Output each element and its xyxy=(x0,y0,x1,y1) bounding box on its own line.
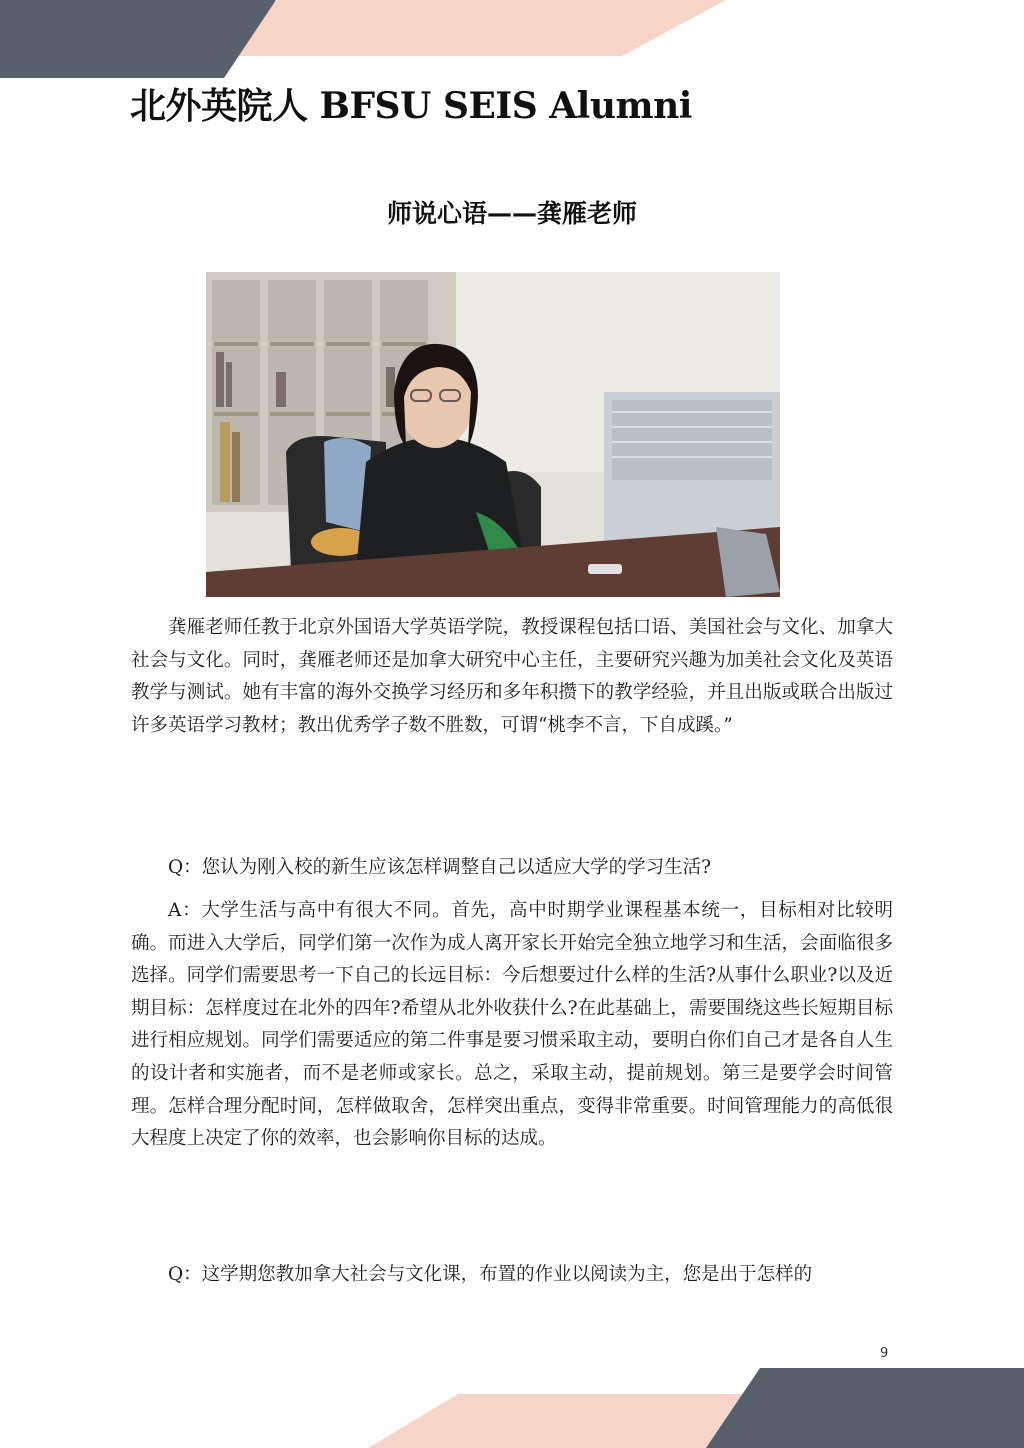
bottom-slate-band xyxy=(706,1368,1024,1448)
top-decoration xyxy=(0,0,1024,80)
page-number: 9 xyxy=(880,1346,889,1361)
article-title: 师说心语——龚雁老师 xyxy=(386,199,637,228)
top-slate-band xyxy=(0,0,276,78)
question-1: Q：您认为刚入校的新生应该怎样调整自己以适应大学的学习生活? xyxy=(168,857,712,878)
intro-paragraph: 龚雁老师任教于北京外国语大学英语学院，教授课程包括口语、美国社会与文化、加拿大社会与文化。同时，龚雁老师还是加拿大研究中心主任，主要研究兴趣为加美社会文化及英语教学与测试。她有丰富的海外交换学习经历和多年积攒下的教学经验，并且出版或联合出版过许多英语学习教材；教出优秀学子数不胜数，可谓“桃李不言，下自成蹊。” xyxy=(131,617,893,736)
page-header-title: 北外英院人 BFSU SEIS Alumni xyxy=(130,85,692,127)
answer-1: A：大学生活与高中有很大不同。首先，高中时期学业课程基本统一，目标相对比较明确。而进入大学后，同学们第一次作为成人离开家长开始完全独立地学习和生活，会面临很多选择。同学们需要思考一下自己的长远目标：今后想要过什么样的生活?从事什么职业?以及近期目标：怎样度过在北外的四年?希望从北外收获什么?在此基础上，需要围绕这些长短期目标进行相应规划。同学们需要适应的第二件事是要习惯采取主动，要明白你们自己才是各自人生的设计者和实施者，而不是老师或家长。总之，采取主动，提前规划。第三是要学会时间管理。怎样合理分配时间，怎样做取舍，怎样突出重点，变得非常重要。时间管理能力的高低很大程度上决定了你的效率，也会影响你目标的达成。 xyxy=(131,900,893,1150)
bottom-decoration xyxy=(0,1360,1024,1448)
question-2: Q：这学期您教加拿大社会与文化课，布置的作业以阅读为主，您是出于怎样的 xyxy=(168,1264,813,1285)
photo-illustration xyxy=(206,272,780,597)
teacher-photo xyxy=(206,272,780,597)
